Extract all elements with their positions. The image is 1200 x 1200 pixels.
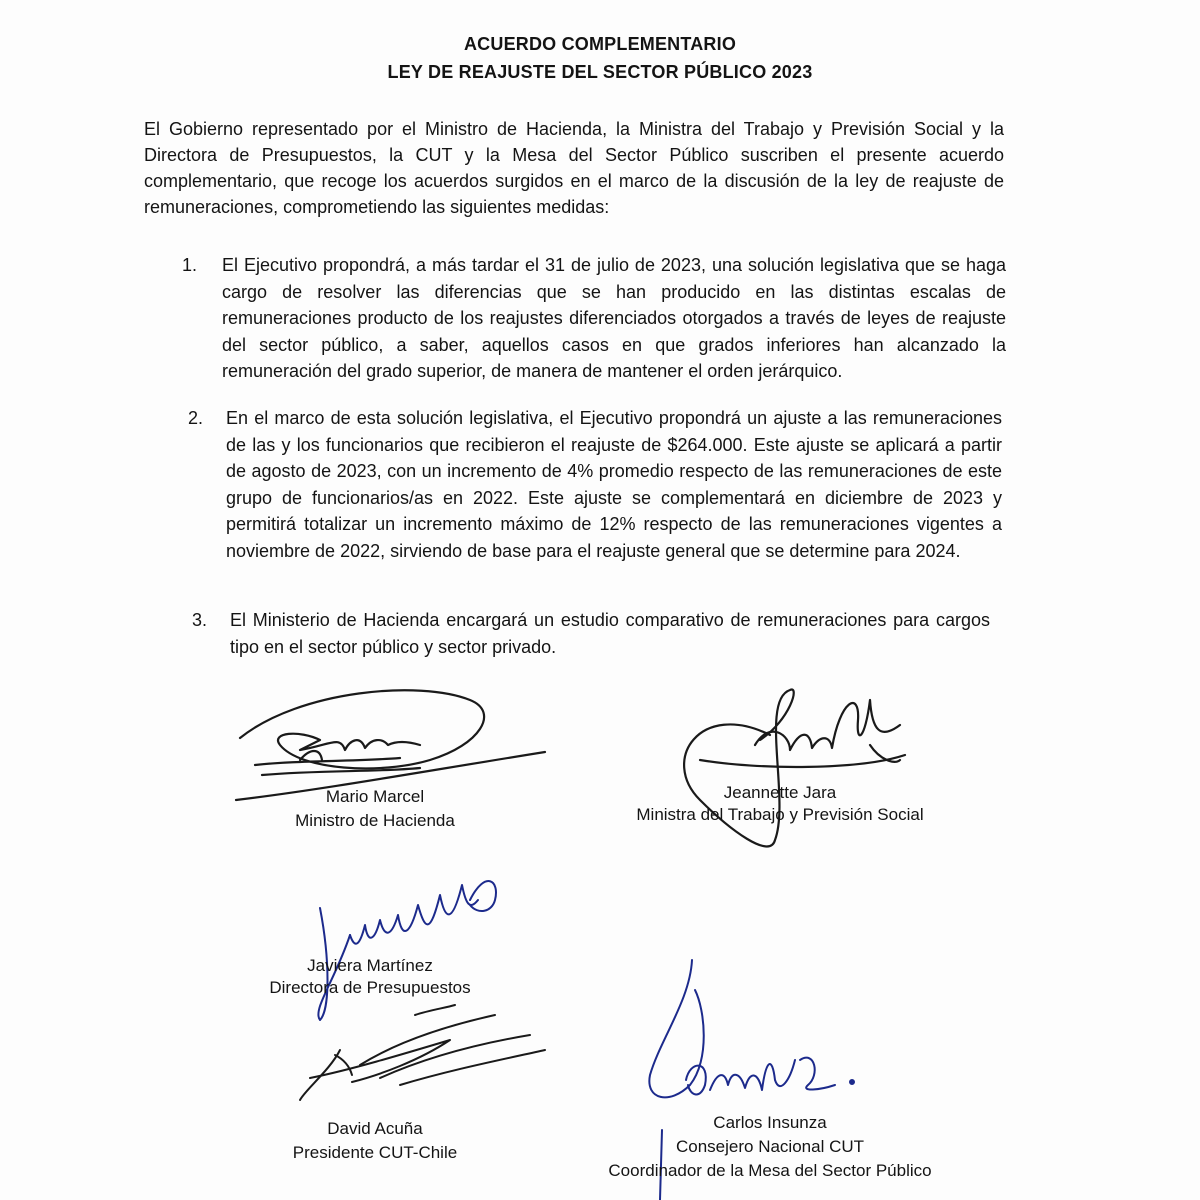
list-item: En el marco de esta solución legislativa, el Ejecutivo propondrá un ajuste a las remuneraciones de las y los funcionarios que recibieron el reajuste de $264.000. Este ajuste se aplicará a partir de agosto de 2023, con un incremento de 4% promedio respecto de las remuneraciones de este grupo de funcionarios/as en 2022. Este ajuste se complementará en diciembre de 2023 y permitirá totalizar un incremento máximo de 12% respecto de las remuneraciones vigentes a noviembre de 2022, sirviendo de base para el reajuste general que se determine para 2024. — [226, 408, 1002, 561]
signatory-role: Presidente CUT-Chile — [292, 1143, 458, 1162]
document-title: ACUERDO COMPLEMENTARIO — [463, 34, 737, 54]
signatory-role: Ministro de Hacienda — [295, 811, 455, 830]
signatory-name: Jeannette Jara — [723, 783, 837, 802]
document-subtitle: LEY DE REAJUSTE DEL SECTOR PÚBLICO 2023 — [387, 62, 813, 82]
signature-david-acuna — [300, 1005, 545, 1100]
signatory-name: Javiera Martínez — [307, 956, 433, 975]
signature-mario-marcel — [236, 690, 545, 800]
signatory-name: Mario Marcel — [325, 787, 425, 806]
signatory-role: Ministra del Trabajo y Previsión Social — [636, 805, 924, 824]
item-number: 1. — [182, 255, 198, 275]
item-number: 3. — [192, 610, 208, 630]
item-number: 2. — [188, 408, 204, 428]
signatory-name: Carlos Insunza — [713, 1113, 827, 1132]
signatory-role: Consejero Nacional CUT — [675, 1137, 865, 1156]
list-item: El Ejecutivo propondrá, a más tardar el 31 de julio de 2023, una solución legislativa que se haga cargo de resolver las diferencias que se han producido en las distintas escalas de remuneraciones producto de los reajustes diferenciados otorgados a través de leyes de reajuste del sector público, a saber, aquellos casos en que grados inferiores han alcanzado la remuneración del grado superior, de manera de mantener el orden jerárquico. — [222, 255, 1006, 381]
intro-paragraph: El Gobierno representado por el Ministro de Hacienda, la Ministra del Trabajo y Previsión Social y la Directora de Presupuestos, la CUT y la Mesa del Sector Público suscriben el presente acuerdo complementario, que recoge los acuerdos surgidos en el marco de la discusión de la ley de reajuste de remuneraciones, comprometiendo las siguientes medidas: — [144, 119, 1004, 217]
signatory-role-secondary: Coordinador de la Mesa del Sector Público — [608, 1161, 932, 1180]
signature-javiera-martinez — [318, 881, 496, 1020]
list-item: El Ministerio de Hacienda encargará un estudio comparativo de remuneraciones para cargos tipo en el sector público y sector privado. — [230, 610, 990, 657]
signatory-role: Directora de Presupuestos — [269, 978, 471, 997]
signatory-name: David Acuña — [327, 1119, 423, 1138]
